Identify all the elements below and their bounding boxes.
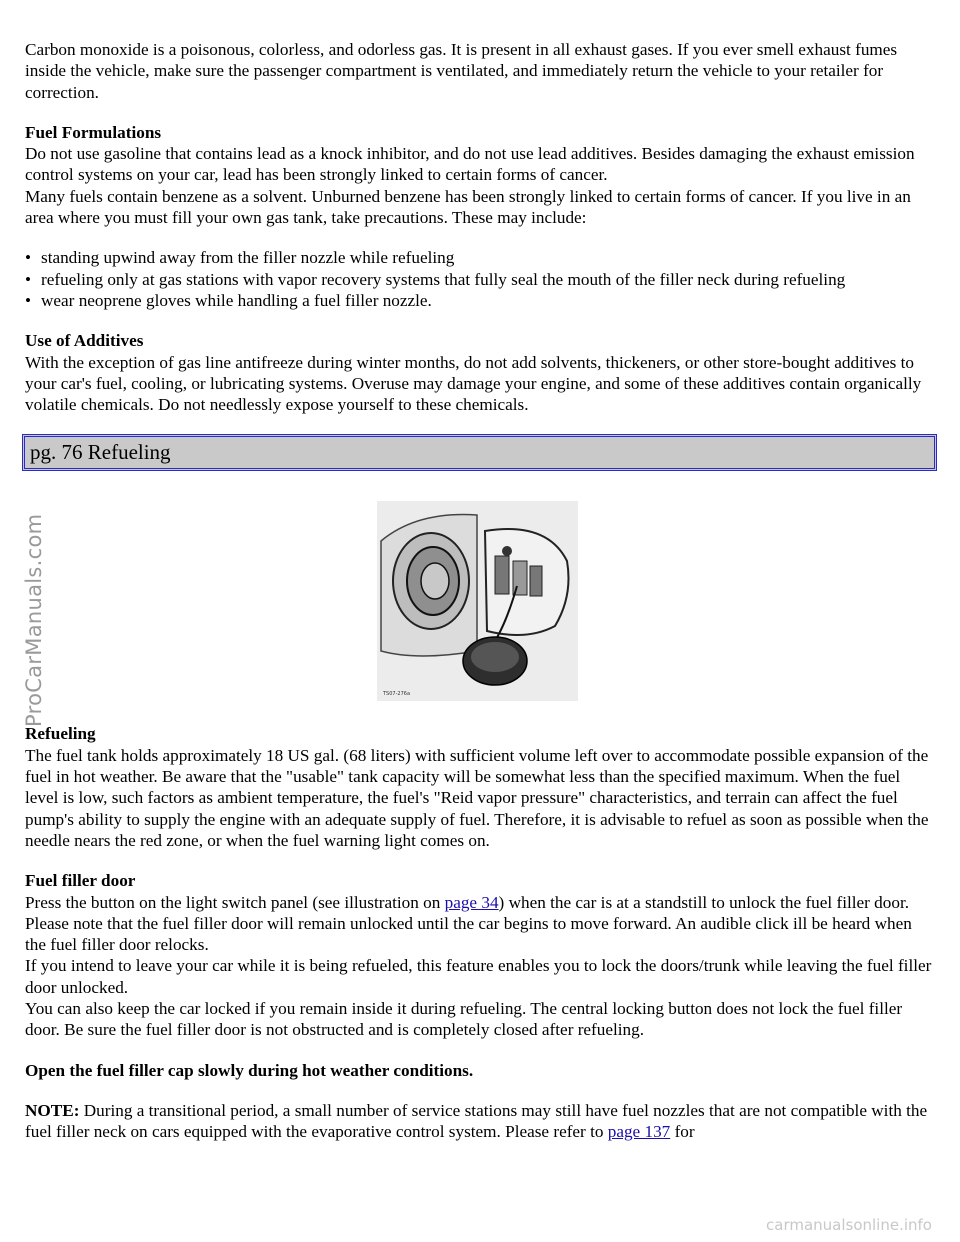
manual-page <box>22 39 937 1162</box>
hot-weather-warning: Open the fuel filler cap slowly during hot weather conditions. <box>25 1060 474 1080</box>
lead-paragraph: Do not use gasoline that contains lead as a knock inhibitor, and do not use lead additives. Besides damaging the exhaust emission control systems on your car, lead has been strongly linked to certain forms of cancer. <box>25 144 915 185</box>
note-text: During a transitional period, a small number of service stations may still have fuel nozzles that are not compatible with the fuel filler neck on cars equipped with the evaporative control system. Please refer to <box>25 1100 928 1142</box>
additives-heading: Use of Additives <box>25 331 144 351</box>
fuel-filler-illustration-icon <box>377 501 578 701</box>
note-label: NOTE: <box>25 1100 80 1120</box>
refueling-section <box>25 723 937 851</box>
benzene-paragraph: Many fuels contain benzene as a solvent. Unburned benzene has been strongly linked to certain forms of cancer. If you live in an area where you must fill your own gas tank, take precautions. These may include: <box>25 186 911 228</box>
filler-door-section <box>25 870 937 1040</box>
additives-paragraph: With the exception of gas line antifreeze during winter months, do not add solvents, thickeners, or other store-bought additives to your car's fuel, cooling, or lubricating systems. Overuse may damage your engine, and some of these additives contain organically volatile chemicals. Do not needlessly expose yourself to these chemicals. <box>25 352 922 415</box>
refueling-paragraph: The fuel tank holds approximately 18 US gal. (68 liters) with sufficient volume left over to accommodate possible expansion of the fuel in hot weather. Be aware that the "usable" tank capacity will be somewhat less than the specified maximum. When the fuel level is low, such factors as ambient temperature, the fuel's "Reid vapor pressure" characteristics, and terrain can affect the fuel pump's ability to supply the engine with an adequate supply of fuel. Therefore, it is advisable to refuel as soon as possible when the needle nears the red zone, or when the fuel warning light comes on. <box>25 745 929 850</box>
fuel-filler-door-illustration <box>377 501 578 701</box>
filler-door-paragraph-2: If you intend to leave your car while it is being refueled, this feature enables you to lock the doors/trunk while leaving the fuel filler door unlocked. <box>25 956 932 997</box>
note-paragraph <box>25 1100 937 1143</box>
fuel-formulations-heading: Fuel Formulations <box>25 122 162 142</box>
additives-section <box>25 330 937 415</box>
precautions-list <box>25 247 937 311</box>
list-item: • wear neoprene gloves while handling a fuel filler nozzle. <box>25 290 937 311</box>
filler-door-text: Press the button on the light switch panel (see illustration on <box>25 892 445 912</box>
page-34-link[interactable]: page 34 <box>444 892 499 912</box>
page-137-link[interactable]: page 137 <box>607 1122 671 1142</box>
fuel-formulations-section <box>25 122 937 311</box>
filler-door-paragraph-1 <box>25 892 937 956</box>
list-item: • standing upwind away from the filler nozzle while refueling <box>25 247 937 268</box>
procarmanuals-watermark: ProCarManuals.com <box>22 513 46 727</box>
note-text: for <box>670 1122 695 1142</box>
refueling-heading: Refueling <box>25 724 96 744</box>
list-item: • refueling only at gas stations with vapor recovery systems that fully seal the mouth of the filler neck during refueling <box>25 269 937 290</box>
filler-door-heading: Fuel filler door <box>25 871 136 891</box>
figure-code: TS07-276a <box>383 691 411 698</box>
carmanualsonline-watermark: carmanualsonline.info <box>766 1215 932 1234</box>
filler-door-text: ) when the car is at a standstill to unlock the fuel filler door. Please note that the fuel filler door will remain unlocked until the car begins to move forward. An audible click ill be heard when the fuel filler door relocks. <box>25 892 912 955</box>
carbon-monoxide-paragraph: Carbon monoxide is a poisonous, colorless, and odorless gas. It is present in all exhaust gases. If you ever smell exhaust fumes inside the vehicle, make sure the passenger compartment is ventilated, and immediately return the vehicle to your retailer for correction. <box>25 40 898 102</box>
filler-door-paragraph-3: You can also keep the car locked if you remain inside it during refueling. The central locking button does not lock the fuel filler door. Be sure the fuel filler door is not obstructed and is completely closed after refueling. <box>25 999 903 1040</box>
banner-title: pg. 76 Refueling <box>30 440 171 465</box>
figure-container <box>25 501 937 701</box>
page-section-banner <box>22 434 937 471</box>
